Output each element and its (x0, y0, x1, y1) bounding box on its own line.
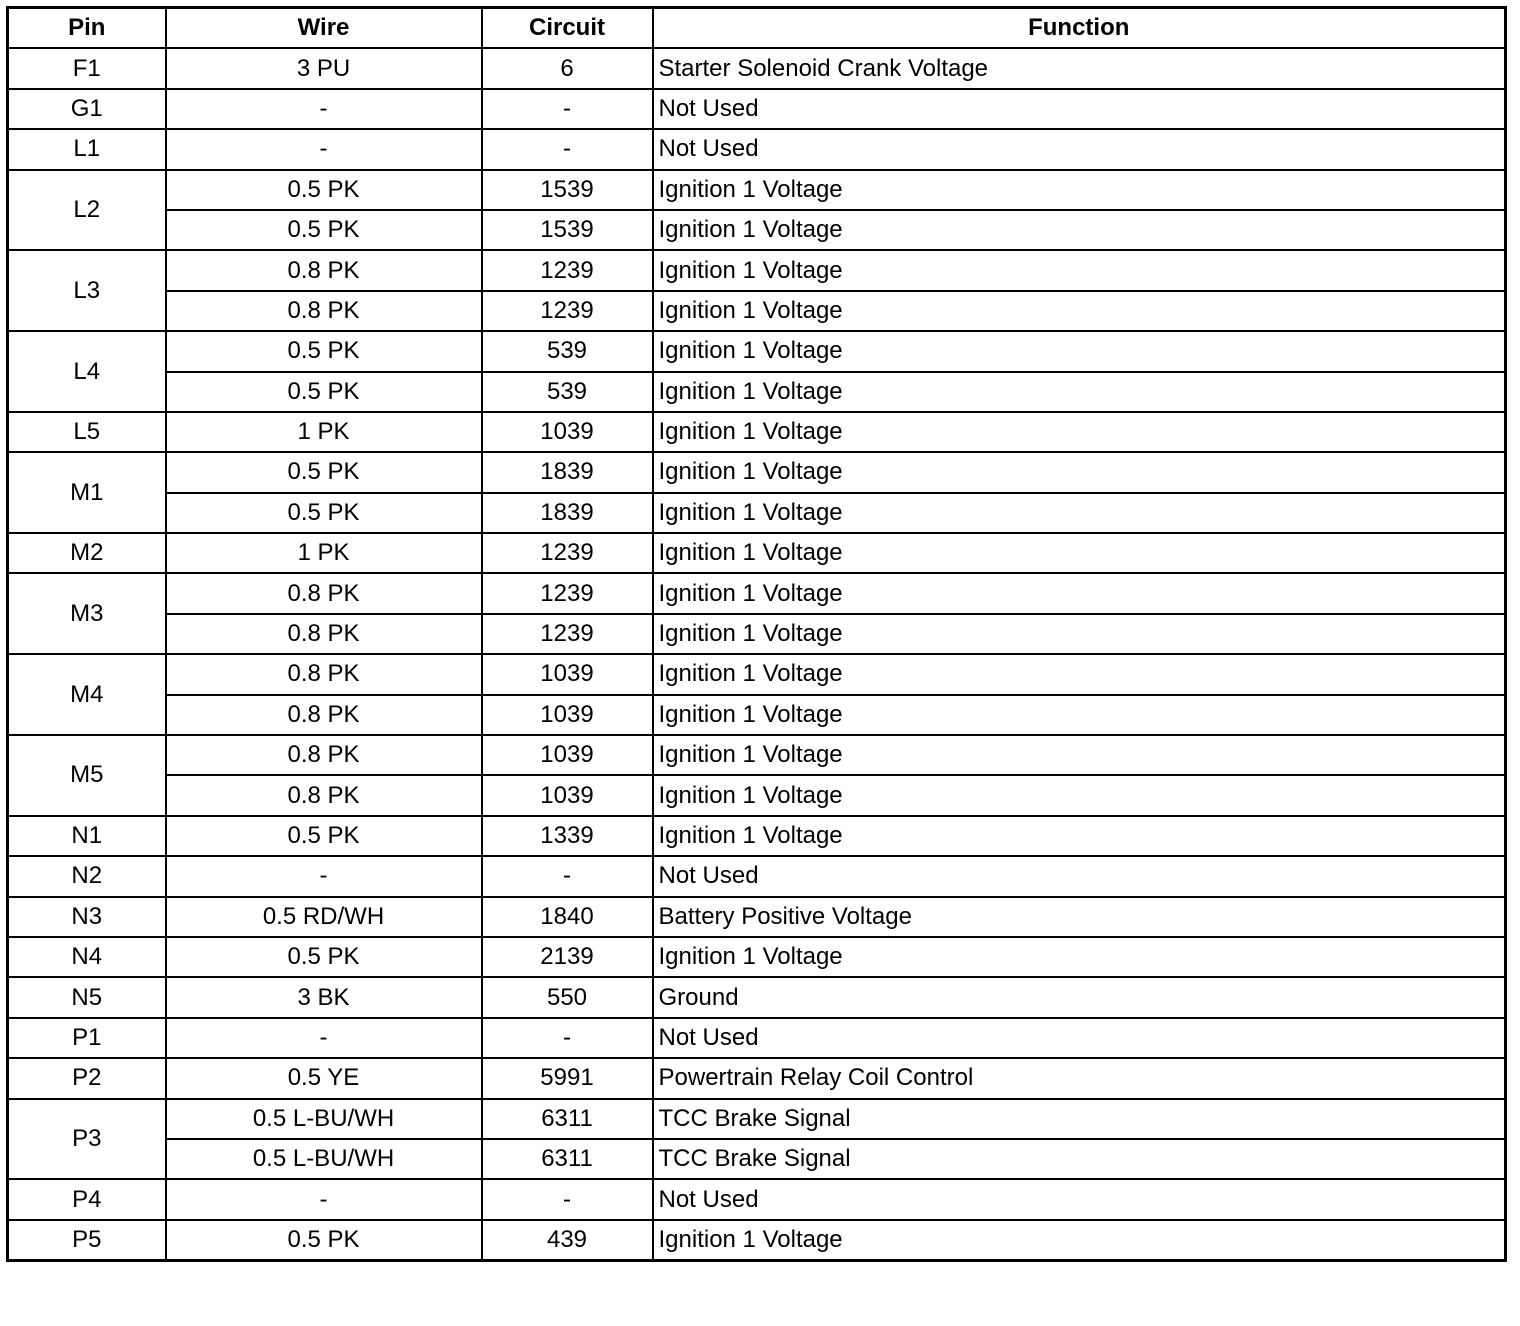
circuit-cell: 1039 (482, 695, 653, 735)
header-row (8, 8, 1506, 49)
pin-cell: P5 (8, 1220, 166, 1261)
function-cell: TCC Brake Signal (653, 1139, 1506, 1179)
circuit-cell: 1039 (482, 735, 653, 775)
pin-cell: F1 (8, 48, 166, 88)
wire-cell: 0.8 PK (166, 695, 482, 735)
function-cell: Ignition 1 Voltage (653, 372, 1506, 412)
function-cell: Ignition 1 Voltage (653, 1220, 1506, 1261)
table-row (8, 1179, 1506, 1219)
wire-cell: 0.5 PK (166, 210, 482, 250)
wire-cell: 0.8 PK (166, 573, 482, 613)
wire-cell: 0.8 PK (166, 614, 482, 654)
circuit-cell: 539 (482, 331, 653, 371)
circuit-cell: 1539 (482, 170, 653, 210)
table-row (8, 372, 1506, 412)
table-row (8, 1058, 1506, 1098)
table-row (8, 856, 1506, 896)
function-cell: Ignition 1 Voltage (653, 735, 1506, 775)
table-row (8, 977, 1506, 1017)
circuit-cell: 1039 (482, 412, 653, 452)
wire-cell: 0.5 L-BU/WH (166, 1139, 482, 1179)
circuit-cell: 1039 (482, 654, 653, 694)
wire-cell: 0.8 PK (166, 735, 482, 775)
table-row (8, 1099, 1506, 1139)
table-row (8, 412, 1506, 452)
wire-cell: 3 BK (166, 977, 482, 1017)
wire-cell: 0.5 PK (166, 170, 482, 210)
table-row (8, 291, 1506, 331)
function-cell: Ignition 1 Voltage (653, 331, 1506, 371)
function-cell: Ignition 1 Voltage (653, 654, 1506, 694)
table-row (8, 129, 1506, 169)
circuit-cell: 2139 (482, 937, 653, 977)
pin-cell: N2 (8, 856, 166, 896)
circuit-cell: - (482, 1018, 653, 1058)
table-row (8, 614, 1506, 654)
wire-cell: 0.5 YE (166, 1058, 482, 1098)
wire-cell: - (166, 89, 482, 129)
function-cell: Ignition 1 Voltage (653, 170, 1506, 210)
circuit-cell: 1840 (482, 897, 653, 937)
pin-cell: L4 (8, 331, 166, 412)
wire-cell: - (166, 1179, 482, 1219)
pin-cell: P4 (8, 1179, 166, 1219)
pin-cell: N4 (8, 937, 166, 977)
function-cell: Ignition 1 Voltage (653, 533, 1506, 573)
circuit-cell: 439 (482, 1220, 653, 1261)
pin-cell: M5 (8, 735, 166, 816)
function-cell: Not Used (653, 1018, 1506, 1058)
pin-cell: M4 (8, 654, 166, 735)
pin-cell: M1 (8, 452, 166, 533)
wire-cell: 3 PU (166, 48, 482, 88)
table-row (8, 573, 1506, 613)
pin-cell: N5 (8, 977, 166, 1017)
circuit-cell: 6311 (482, 1099, 653, 1139)
circuit-cell: - (482, 1179, 653, 1219)
wire-cell: 0.5 RD/WH (166, 897, 482, 937)
function-cell: Battery Positive Voltage (653, 897, 1506, 937)
circuit-cell: - (482, 89, 653, 129)
table-row (8, 89, 1506, 129)
wire-cell: 0.5 PK (166, 937, 482, 977)
pin-cell: M2 (8, 533, 166, 573)
table-row (8, 48, 1506, 88)
circuit-cell: 1239 (482, 250, 653, 290)
wire-cell: - (166, 856, 482, 896)
header-pin: Pin (8, 8, 166, 49)
table-row (8, 897, 1506, 937)
table-row (8, 331, 1506, 371)
table-row (8, 493, 1506, 533)
function-cell: Ignition 1 Voltage (653, 695, 1506, 735)
table-row (8, 1018, 1506, 1058)
pin-cell: G1 (8, 89, 166, 129)
pin-cell: N3 (8, 897, 166, 937)
table-row (8, 654, 1506, 694)
function-cell: TCC Brake Signal (653, 1099, 1506, 1139)
wire-cell: - (166, 129, 482, 169)
function-cell: Ignition 1 Voltage (653, 573, 1506, 613)
function-cell: Ignition 1 Voltage (653, 291, 1506, 331)
pin-cell: M3 (8, 573, 166, 654)
wire-cell: 0.8 PK (166, 291, 482, 331)
function-cell: Ignition 1 Voltage (653, 210, 1506, 250)
function-cell: Powertrain Relay Coil Control (653, 1058, 1506, 1098)
pin-cell: P2 (8, 1058, 166, 1098)
wire-cell: 0.5 PK (166, 372, 482, 412)
circuit-cell: 1239 (482, 533, 653, 573)
table-row (8, 533, 1506, 573)
table-row (8, 210, 1506, 250)
wire-cell: 0.5 PK (166, 331, 482, 371)
function-cell: Ground (653, 977, 1506, 1017)
function-cell: Not Used (653, 129, 1506, 169)
circuit-cell: - (482, 129, 653, 169)
function-cell: Ignition 1 Voltage (653, 775, 1506, 815)
function-cell: Ignition 1 Voltage (653, 614, 1506, 654)
wire-cell: 0.8 PK (166, 775, 482, 815)
header-wire: Wire (166, 8, 482, 49)
table-row (8, 735, 1506, 775)
pin-cell: L5 (8, 412, 166, 452)
wire-cell: 0.5 PK (166, 493, 482, 533)
circuit-cell: - (482, 856, 653, 896)
wire-cell: 0.8 PK (166, 654, 482, 694)
wire-cell: - (166, 1018, 482, 1058)
function-cell: Ignition 1 Voltage (653, 250, 1506, 290)
table-row (8, 1139, 1506, 1179)
wire-cell: 1 PK (166, 533, 482, 573)
function-cell: Starter Solenoid Crank Voltage (653, 48, 1506, 88)
circuit-cell: 1339 (482, 816, 653, 856)
function-cell: Ignition 1 Voltage (653, 452, 1506, 492)
circuit-cell: 1539 (482, 210, 653, 250)
function-cell: Not Used (653, 856, 1506, 896)
function-cell: Ignition 1 Voltage (653, 493, 1506, 533)
table-row (8, 816, 1506, 856)
wire-cell: 0.8 PK (166, 250, 482, 290)
wire-cell: 1 PK (166, 412, 482, 452)
table-row (8, 1220, 1506, 1261)
wire-cell: 0.5 L-BU/WH (166, 1099, 482, 1139)
function-cell: Not Used (653, 1179, 1506, 1219)
header-function: Function (653, 8, 1506, 49)
circuit-cell: 1239 (482, 573, 653, 613)
table-row (8, 775, 1506, 815)
table-row (8, 695, 1506, 735)
pin-cell: P3 (8, 1099, 166, 1180)
pin-cell: L2 (8, 170, 166, 251)
function-cell: Ignition 1 Voltage (653, 412, 1506, 452)
wire-cell: 0.5 PK (166, 1220, 482, 1261)
circuit-cell: 1239 (482, 614, 653, 654)
circuit-cell: 1839 (482, 452, 653, 492)
table-row (8, 170, 1506, 210)
wire-cell: 0.5 PK (166, 452, 482, 492)
table-row (8, 452, 1506, 492)
wire-cell: 0.5 PK (166, 816, 482, 856)
function-cell: Ignition 1 Voltage (653, 937, 1506, 977)
circuit-cell: 1239 (482, 291, 653, 331)
table-row (8, 937, 1506, 977)
pin-cell: N1 (8, 816, 166, 856)
circuit-cell: 550 (482, 977, 653, 1017)
pin-cell: L1 (8, 129, 166, 169)
connector-pinout-table (6, 6, 1507, 1262)
circuit-cell: 1839 (482, 493, 653, 533)
function-cell: Ignition 1 Voltage (653, 816, 1506, 856)
function-cell: Not Used (653, 89, 1506, 129)
circuit-cell: 539 (482, 372, 653, 412)
circuit-cell: 1039 (482, 775, 653, 815)
header-circuit: Circuit (482, 8, 653, 49)
pin-cell: L3 (8, 250, 166, 331)
circuit-cell: 5991 (482, 1058, 653, 1098)
circuit-cell: 6311 (482, 1139, 653, 1179)
pin-cell: P1 (8, 1018, 166, 1058)
circuit-cell: 6 (482, 48, 653, 88)
table-row (8, 250, 1506, 290)
pinout-table-body (8, 48, 1506, 1260)
connector-pinout-table-container (6, 6, 1507, 1262)
